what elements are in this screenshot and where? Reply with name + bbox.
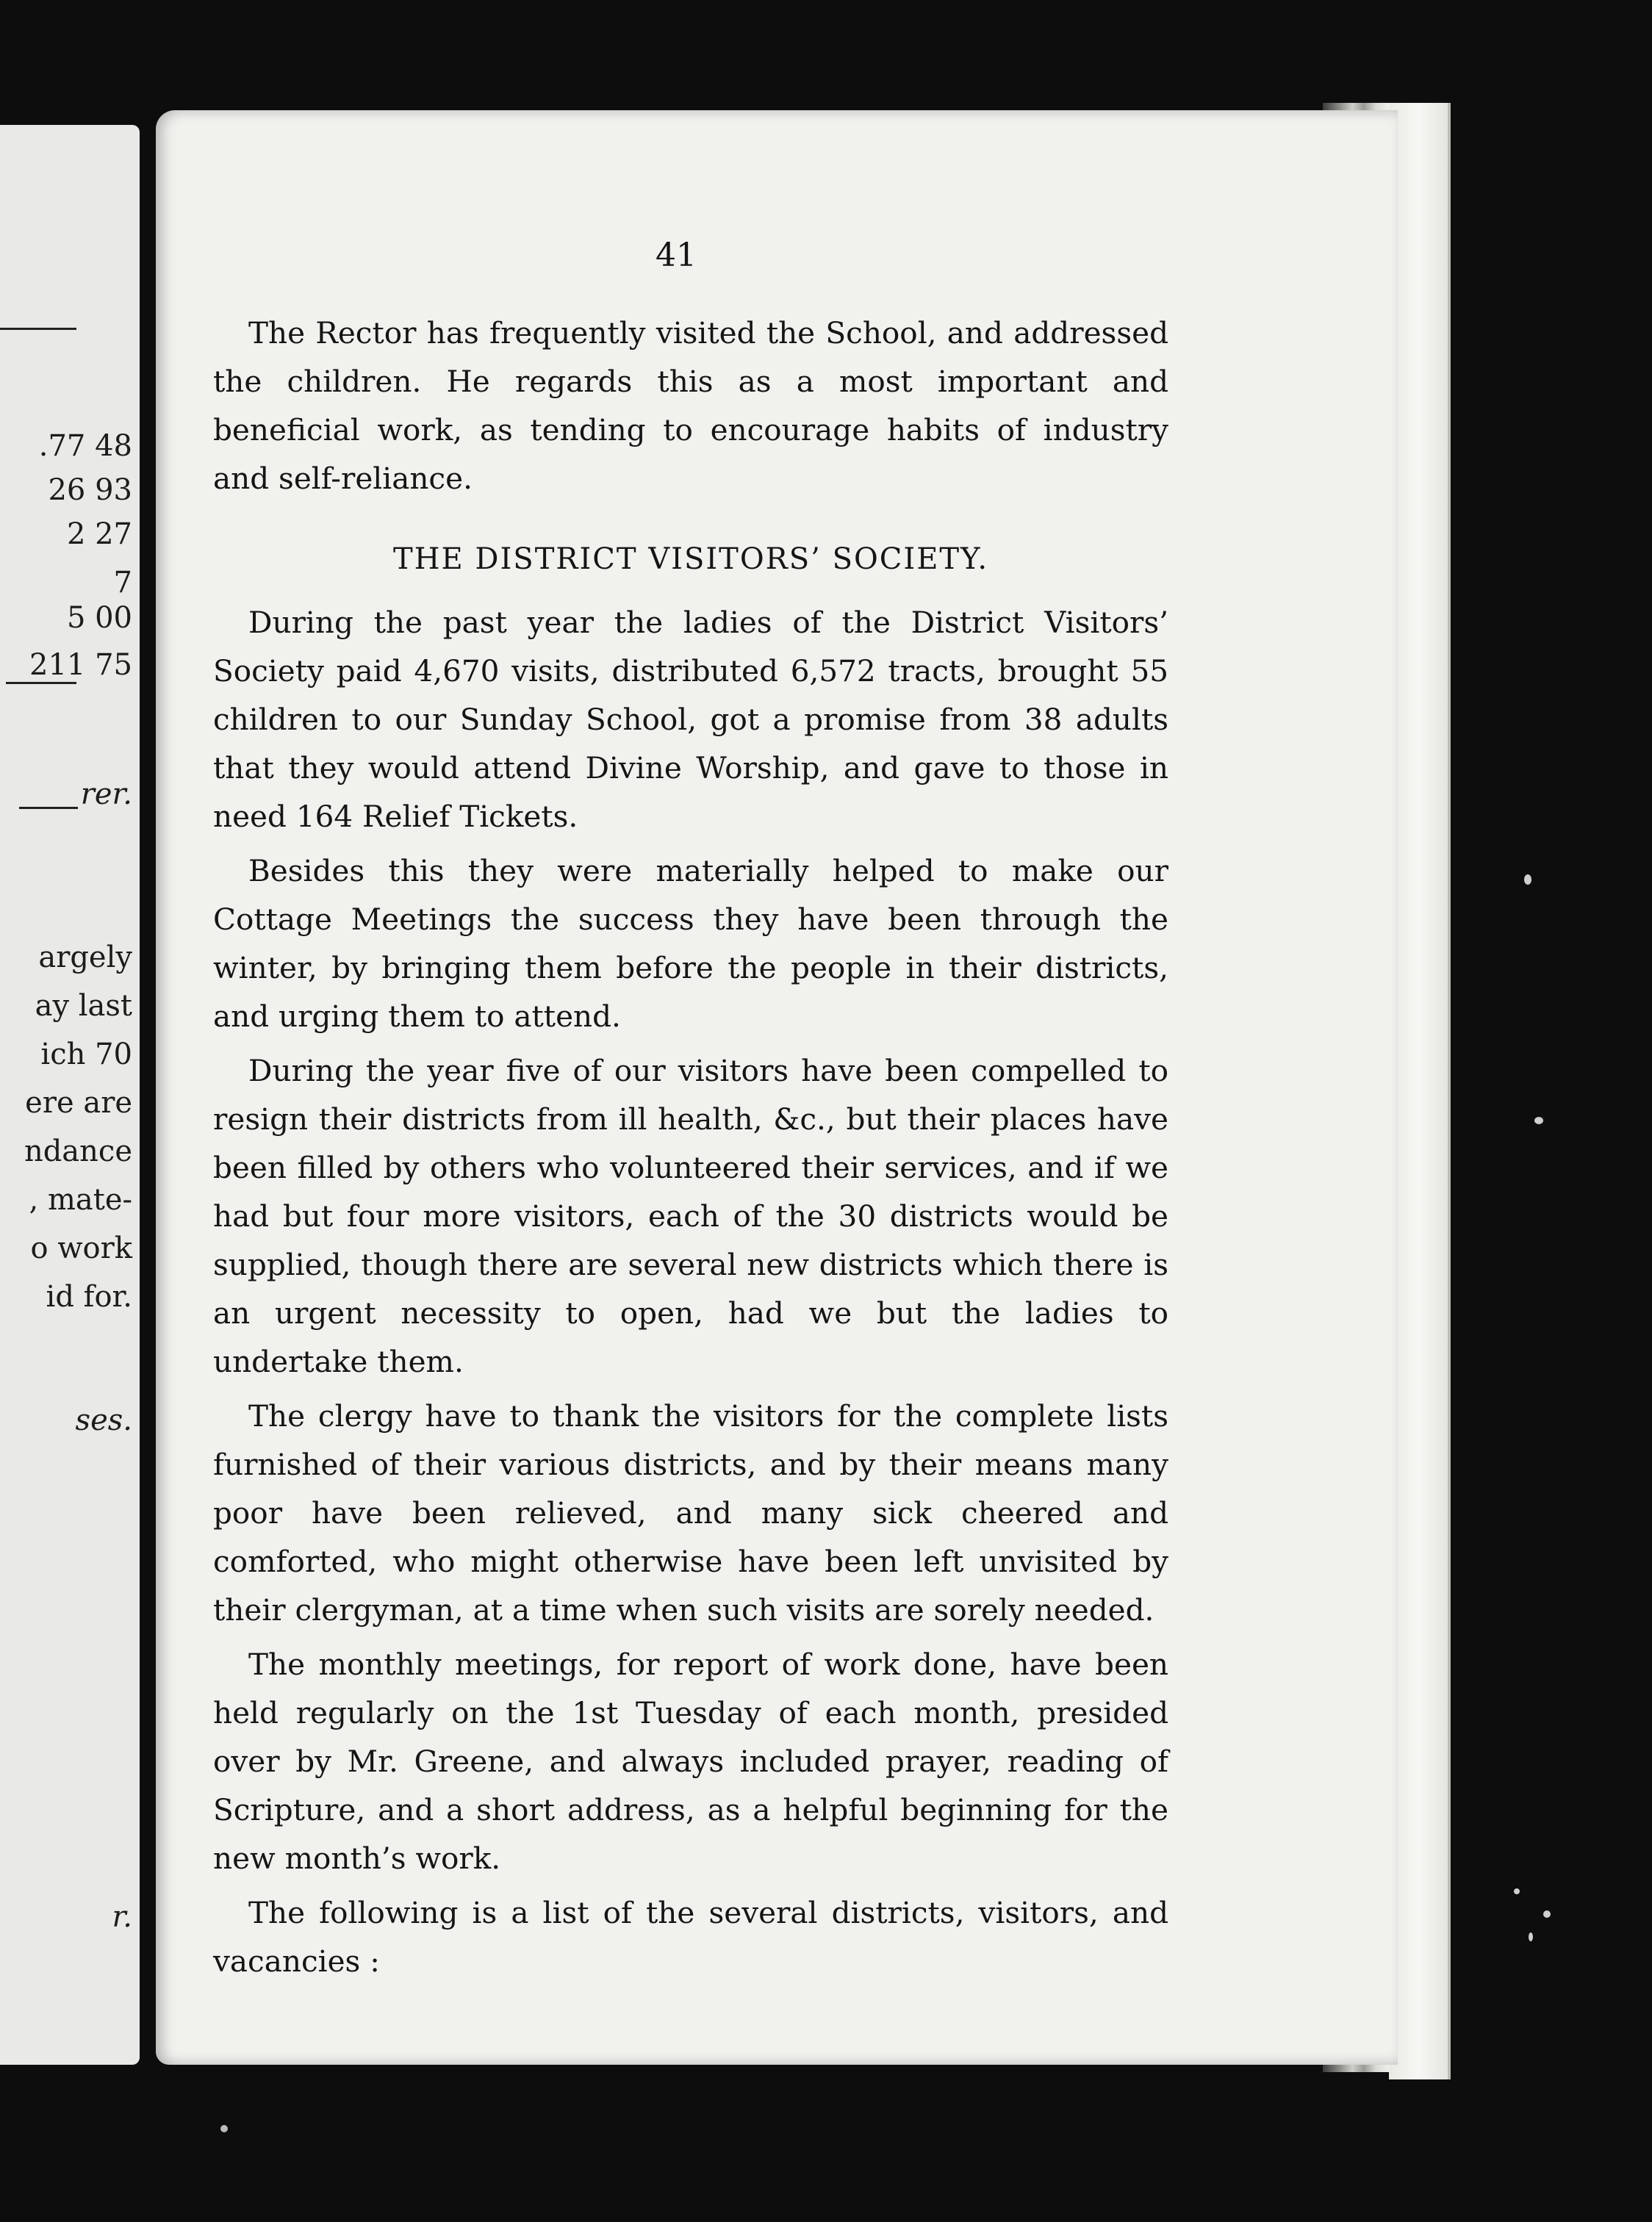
intro-paragraph: The Rector has frequently visited the School, and addressed the children. He regards this as a most important and beneficial work, as tending to encourage habits of industry and self-reliance. xyxy=(213,315,1168,496)
ledger-rule xyxy=(6,682,76,684)
left-text-fragment: ndance xyxy=(24,1135,132,1168)
ledger-total: 211 75 xyxy=(29,648,132,682)
body-paragraph: The monthly meetings, for report of work done, have been held regularly on the 1st Tuesday of each month, presided over by Mr. Greene, and always included prayer, reading of Scripture, and a short address, as a helpful beginning for the new month’s work. xyxy=(213,1647,1168,1876)
body-paragraph: The clergy have to thank the visitors for the complete lists furnished of their various districts, and by their means many poor have been relieved, and many sick cheered and comforted, who might otherwise have been left unvisited by their clergyman, at a time when such visits are sorely needed. xyxy=(213,1398,1168,1628)
page-number: 41 xyxy=(656,237,697,274)
left-caption: ses. xyxy=(75,1403,132,1437)
page-stack-edge xyxy=(1389,103,1451,2079)
ledger-amount: 26 93 xyxy=(48,473,132,507)
body-paragraph: Besides this they were materially helped to make our Cottage Meetings the success they have been through the winter, by bringing them before the people in their districts, and urging them to attend. xyxy=(213,853,1168,1034)
left-caption: rer. xyxy=(80,777,132,811)
section-heading: THE DISTRICT VISITORS’ SOCIETY. xyxy=(392,542,989,576)
left-text-fragment: o work xyxy=(30,1232,132,1265)
ledger-amount: 2 27 xyxy=(66,517,132,551)
left-facing-page xyxy=(0,125,140,2065)
ledger-amount: .77 48 xyxy=(38,429,132,463)
left-text-fragment: ere are xyxy=(25,1086,132,1120)
left-text-fragment: argely xyxy=(38,941,132,974)
left-text-fragment: ay last xyxy=(35,989,132,1023)
ledger-amount: 5 00 xyxy=(66,601,132,635)
body-paragraph: During the year five of our visitors have been compelled to resign their districts from ill health, &c., but their places have been filled by others who volunteered their services, and if we had but four more visitors, each of the 30 districts would be supplied, though there are several new districts which there is an urgent necessity to open, had we but the ladies to undertake them. xyxy=(213,1053,1168,1379)
ledger-amount: 7 xyxy=(113,566,132,600)
page-text xyxy=(213,309,1168,1991)
left-caption: r. xyxy=(112,1900,132,1934)
ledger-rule xyxy=(0,328,76,330)
left-text-fragment: ich 70 xyxy=(40,1038,132,1071)
left-text-fragment: id for. xyxy=(46,1280,132,1314)
body-paragraph: During the past year the ladies of the District Visitors’ Society paid 4,670 visits, distributed 6,572 tracts, brought 55 children to our Sunday School, got a promise from 38 adults that they would attend Divine Worship, and gave to those in need 164 Relief Tickets. xyxy=(213,605,1168,834)
left-text-fragment: , mate- xyxy=(29,1183,132,1217)
ledger-rule xyxy=(19,807,78,809)
body-paragraph: The following is a list of the several districts, visitors, and vacancies : xyxy=(213,1895,1168,1979)
